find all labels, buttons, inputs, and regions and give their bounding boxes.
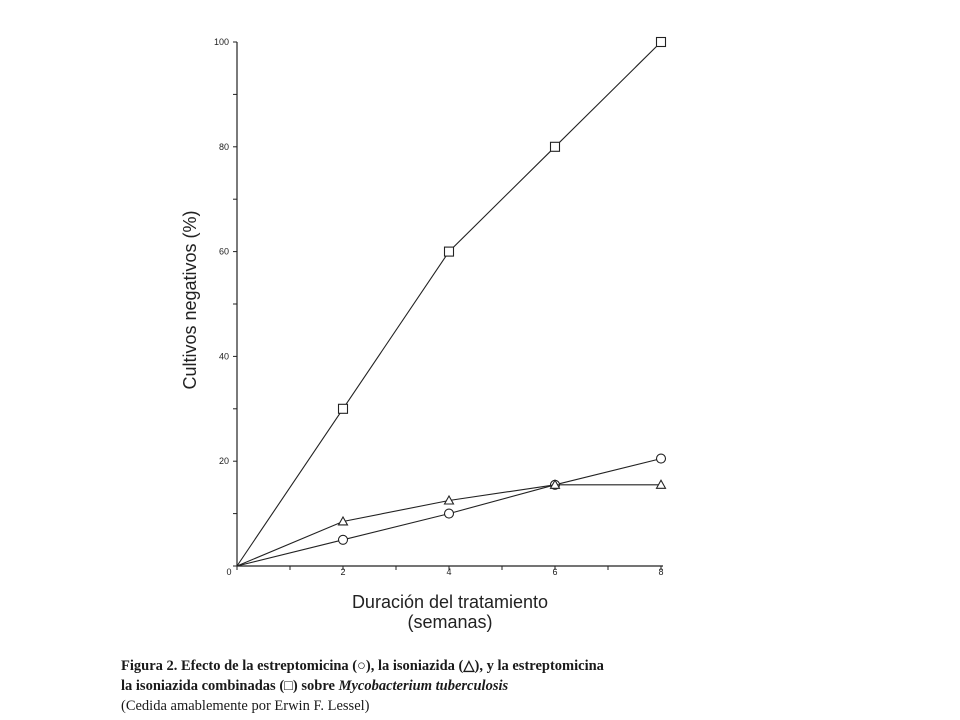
x-axis-title-units: (semanas) — [407, 612, 493, 632]
x-tick-label: 6 — [552, 567, 558, 577]
caption-line-2-text: la isoniazida combinadas (□) sobre — [121, 678, 335, 694]
x-tick-label: 8 — [658, 567, 664, 577]
series-line-square — [237, 42, 661, 566]
data-point-square — [445, 247, 454, 256]
x-tick-label: 2 — [340, 567, 346, 577]
data-point-circle — [445, 509, 454, 518]
caption-line-2 — [121, 676, 941, 696]
data-point-square — [339, 404, 348, 413]
caption-line-1 — [121, 656, 941, 676]
ticks — [214, 37, 664, 577]
y-axis-title: Cultivos negativos (%) — [180, 210, 200, 390]
x-tick-label: 0 — [226, 567, 232, 577]
data-point-square — [551, 142, 560, 151]
x-axis-title: Duración del tratamiento — [351, 592, 549, 612]
caption-credit: (Cedida amablemente por Erwin F. Lessel) — [121, 698, 370, 714]
x-tick-label: 4 — [446, 567, 452, 577]
caption-organism: Mycobacterium tuberculosis — [338, 678, 509, 694]
caption-lead: Figura 2. — [121, 658, 178, 674]
y-tick-label: 40 — [218, 351, 229, 362]
figure-caption — [121, 656, 941, 716]
axes — [237, 42, 663, 566]
caption-line-1-text: Efecto de la estreptomicina (○), la isoniazida (△), y la estreptomicina — [181, 658, 604, 674]
y-tick-label: 100 — [213, 37, 229, 47]
series-group — [237, 38, 666, 567]
data-point-square — [657, 38, 666, 47]
data-point-circle — [339, 535, 348, 544]
y-tick-label: 80 — [218, 141, 229, 152]
data-point-circle — [657, 454, 666, 463]
y-tick-label: 60 — [218, 246, 229, 257]
y-tick-label: 20 — [218, 456, 229, 467]
